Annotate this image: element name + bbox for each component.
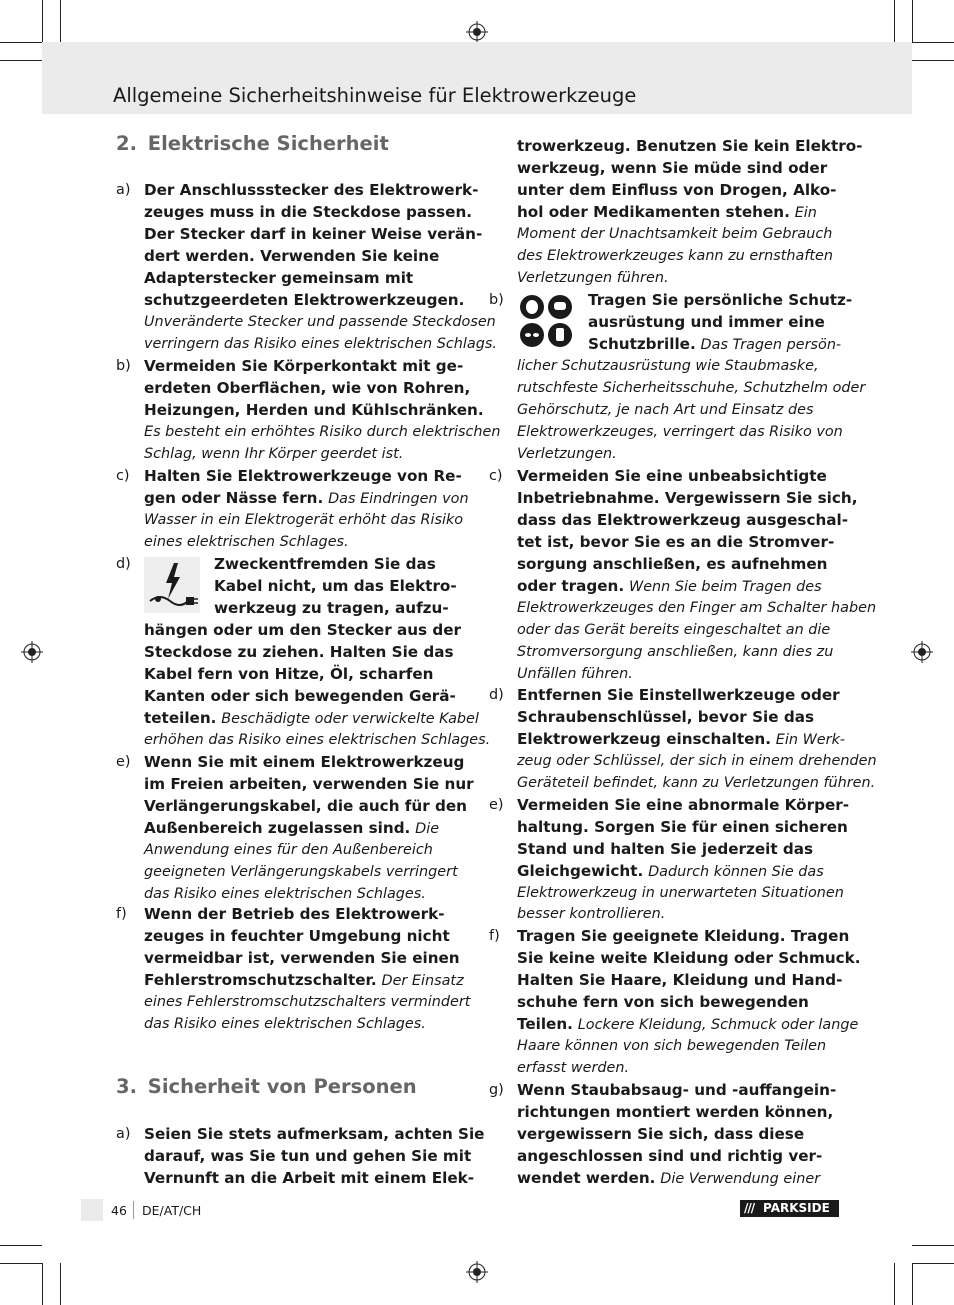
text-line: Unveränderte Stecker und passende Steckdosen: [144, 314, 496, 330]
text-line: Entfernen Sie Einstellwerkzeuge oder: [517, 686, 840, 704]
text-line: Vermeiden Sie Körperkontakt mit ge-: [144, 357, 464, 375]
registration-mark-icon: [911, 641, 933, 663]
text-line: Stand und halten Sie jederzeit das: [517, 840, 814, 858]
text-line: schutzgeerdeten Elektrowerkzeugen.: [144, 291, 465, 309]
crop-mark: [0, 1245, 42, 1246]
text-line: Heizungen, Herden und Kühlschränken.: [144, 401, 484, 419]
text-italic: Wenn Sie beim Tragen des: [628, 579, 822, 595]
text-line: tet ist, bevor Sie es an die Stromver-: [517, 533, 835, 551]
page-title: Allgemeine Sicherheitshinweise für Elektrowerkzeuge: [113, 84, 637, 107]
text-italic: Das Tragen persön-: [700, 337, 842, 353]
text-line: Elektrowerkzeug in unerwarteten Situationen: [517, 885, 844, 901]
text-line: dass das Elektrowerkzeug ausgeschal-: [517, 511, 849, 529]
text-line: Wenn Staubabsaug- und -auffangein-: [517, 1081, 837, 1099]
text-bold: oder tragen.: [517, 577, 625, 595]
text-line: zeuges in feuchter Umgebung nicht: [144, 927, 450, 945]
text-line: zeug oder Schlüssel, der sich in einem drehenden: [517, 753, 877, 769]
text-italic: Das Eindringen von: [328, 491, 469, 507]
registration-mark-icon: [466, 21, 488, 43]
text-italic: Der Einsatz: [381, 973, 464, 989]
text-line: das Risiko eines elektrischen Schlages.: [144, 1016, 426, 1032]
text-bold: Fehlerstromschutzschalter.: [144, 971, 377, 989]
text-line: erdeten Oberflächen, wie von Rohren,: [144, 379, 471, 397]
text-line: unter dem Einfluss von Drogen, Alko-: [517, 181, 837, 199]
section-title: Sicherheit von Personen: [147, 1075, 417, 1098]
text-line: des Elektrowerkzeuges kann zu ernsthaften: [517, 248, 834, 264]
text-line: Schraubenschlüssel, bevor Sie das: [517, 708, 814, 726]
crop-mark: [912, 1245, 954, 1246]
item-label: e): [116, 754, 131, 770]
crop-mark: [912, 42, 954, 43]
registration-mark-icon: [466, 1261, 488, 1283]
text-line: Tragen Sie geeignete Kleidung. Tragen: [517, 927, 850, 945]
text-italic: Lockere Kleidung, Schmuck oder lange: [577, 1017, 859, 1033]
crop-mark: [894, 0, 895, 42]
text-line: Seien Sie stets aufmerksam, achten Sie: [144, 1125, 485, 1143]
text-line: [588, 333, 841, 356]
text-line: Wasser in ein Elektrogerät erhöht das Risiko: [144, 512, 464, 528]
text-line: Kabel fern von Hitze, Öl, scharfen: [144, 665, 434, 683]
text-line: [144, 817, 439, 840]
text-line: Adapterstecker gemeinsam mit: [144, 269, 414, 287]
crop-mark: [60, 1263, 61, 1305]
item-label: d): [116, 556, 131, 572]
text-line: dert werden. Verwenden Sie keine: [144, 247, 440, 265]
text-line: Anwendung eines für den Außenbereich: [144, 842, 433, 858]
crop-mark: [912, 1263, 913, 1305]
text-line: Kabel nicht, um das Elektro-: [214, 577, 457, 595]
brand-name: PARKSIDE: [763, 1201, 830, 1215]
text-line: rutschfeste Sicherheitsschuhe, Schutzhelm oder: [517, 380, 866, 396]
registration-mark-icon: [21, 641, 43, 663]
text-bold: hol oder Medikamenten stehen.: [517, 203, 790, 221]
text-line: Verletzungen führen.: [517, 270, 669, 286]
text-line: schuhe fern von sich bewegenden: [517, 993, 809, 1011]
crop-mark: [0, 42, 42, 43]
text-line: erhöhen das Risiko eines elektrischen Schlages.: [144, 732, 491, 748]
footer-box: [81, 1199, 103, 1221]
crop-mark: [42, 1263, 43, 1305]
item-label: g): [489, 1082, 504, 1098]
text-line: angeschlossen sind und richtig ver-: [517, 1147, 823, 1165]
text-italic: Die: [415, 821, 440, 837]
crop-mark: [894, 1263, 895, 1305]
text-line: sorgung anschließen, es aufnehmen: [517, 555, 828, 573]
text-line: Steckdose zu ziehen. Halten Sie das: [144, 643, 454, 661]
crop-mark: [912, 0, 913, 42]
text-bold: Außenbereich zugelassen sind.: [144, 819, 411, 837]
text-line: Elektrowerkzeuges, verringert das Risiko von: [517, 424, 843, 440]
crop-mark: [0, 60, 42, 61]
text-line: [517, 201, 817, 224]
ppe-icons: [517, 292, 575, 350]
text-line: licher Schutzausrüstung wie Staubmaske,: [517, 358, 819, 374]
item-label: f): [116, 906, 127, 922]
text-line: vermeidbar ist, verwenden Sie einen: [144, 949, 460, 967]
text-line: Inbetriebnahme. Vergewissern Sie sich,: [517, 489, 858, 507]
text-line: Vermeiden Sie eine abnormale Körper-: [517, 796, 850, 814]
text-line: Vermeiden Sie eine unbeabsichtigte: [517, 467, 827, 485]
text-line: [517, 1167, 820, 1190]
text-line: Schlag, wenn Ihr Körper geerdet ist.: [144, 446, 404, 462]
text-line: [517, 1013, 858, 1036]
text-line: Moment der Unachtsamkeit beim Gebrauch: [517, 226, 833, 242]
text-line: Der Stecker darf in keiner Weise verän-: [144, 225, 483, 243]
text-line: zeuges muss in die Steckdose passen.: [144, 203, 473, 221]
text-bold: teteilen.: [144, 709, 217, 727]
section-heading-electrical: [116, 132, 389, 155]
item-label: b): [489, 292, 504, 308]
text-line: Wenn der Betrieb des Elektrowerk-: [144, 905, 445, 923]
text-line: werkzeug zu tragen, aufzu-: [214, 599, 449, 617]
text-line: Vernunft an die Arbeit mit einem Elek-: [144, 1169, 475, 1187]
text-line: erfasst werden.: [517, 1060, 630, 1076]
text-line: Halten Sie Elektrowerkzeuge von Re-: [144, 467, 462, 485]
text-line: im Freien arbeiten, verwenden Sie nur: [144, 775, 474, 793]
brand-slashes: ///: [744, 1201, 755, 1215]
text-line: besser kontrollieren.: [517, 906, 666, 922]
text-line: Es besteht ein erhöhtes Risiko durch elektrischen: [144, 424, 501, 440]
text-line: geeigneten Verlängerungskabels verringert: [144, 864, 458, 880]
text-line: vergewissern Sie sich, dass diese: [517, 1125, 805, 1143]
text-line: das Risiko eines elektrischen Schlages.: [144, 886, 426, 902]
text-line: oder das Gerät bereits eingeschaltet an die: [517, 622, 831, 638]
footer-divider: [133, 1201, 134, 1219]
text-line: verringern das Risiko eines elektrischen Schlags.: [144, 336, 497, 352]
page-number: 46: [111, 1203, 127, 1218]
text-italic: Ein Werk-: [775, 732, 846, 748]
section-number: 2.: [116, 132, 137, 155]
item-label: a): [116, 182, 131, 198]
item-label: c): [116, 468, 130, 484]
text-italic: Beschädigte oder verwickelte Kabel: [221, 711, 479, 727]
text-line: trowerkzeug. Benutzen Sie kein Elektro-: [517, 137, 863, 155]
crop-mark: [0, 1263, 42, 1264]
crop-mark: [42, 0, 43, 42]
electric-cable-warning-icon: [144, 557, 200, 613]
text-line: Gehörschutz, je nach Art und Einsatz des: [517, 402, 814, 418]
section-title: Elektrische Sicherheit: [147, 132, 389, 155]
text-bold: Elektrowerkzeug einschalten.: [517, 730, 771, 748]
text-line: Haare können von sich bewegenden Teilen: [517, 1038, 827, 1054]
text-line: haltung. Sorgen Sie für einen sicheren: [517, 818, 848, 836]
brand-logo: [740, 1200, 839, 1217]
item-label: d): [489, 687, 504, 703]
text-italic: Die Verwendung einer: [660, 1171, 821, 1187]
text-bold: Gleichgewicht.: [517, 862, 644, 880]
text-line: richtungen montiert werden können,: [517, 1103, 834, 1121]
section-number: 3.: [116, 1075, 137, 1098]
text-line: [517, 860, 824, 883]
item-label: b): [116, 358, 131, 374]
text-bold: Schutzbrille.: [588, 335, 696, 353]
text-line: Sie keine weite Kleidung oder Schmuck.: [517, 949, 861, 967]
text-line: [517, 575, 822, 598]
item-label: a): [116, 1126, 131, 1142]
locale-label: DE/AT/CH: [142, 1203, 202, 1218]
crop-mark: [912, 1263, 954, 1264]
text-line: darauf, was Sie tun und gehen Sie mit: [144, 1147, 472, 1165]
text-line: Stromversorgung anschließen, kann dies zu: [517, 644, 834, 660]
text-line: Wenn Sie mit einem Elektrowerkzeug: [144, 753, 465, 771]
section-heading-personal: [116, 1075, 417, 1098]
text-line: Halten Sie Haare, Kleidung und Hand-: [517, 971, 843, 989]
text-line: Elektrowerkzeuges den Finger am Schalter haben: [517, 600, 877, 616]
text-line: eines elektrischen Schlages.: [144, 534, 349, 550]
text-italic: Ein: [794, 205, 817, 221]
text-bold: gen oder Nässe fern.: [144, 489, 324, 507]
item-label: c): [489, 468, 503, 484]
crop-mark: [60, 0, 61, 42]
text-bold: wendet werden.: [517, 1169, 656, 1187]
text-line: Unfällen führen.: [517, 666, 633, 682]
text-line: werkzeug, wenn Sie müde sind oder: [517, 159, 828, 177]
text-bold: Teilen.: [517, 1015, 573, 1033]
text-line: Kanten oder sich bewegenden Gerä-: [144, 687, 456, 705]
text-line: Tragen Sie persönliche Schutz-: [588, 291, 853, 309]
item-label: f): [489, 928, 500, 944]
text-line: [517, 728, 845, 751]
text-line: [144, 969, 464, 992]
text-line: Verlängerungskabel, die auch für den: [144, 797, 467, 815]
text-line: Geräteteil befindet, kann zu Verletzungen führen.: [517, 775, 876, 791]
text-line: Zweckentfremden Sie das: [214, 555, 436, 573]
text-line: [144, 487, 469, 510]
text-line: hängen oder um den Stecker aus der: [144, 621, 462, 639]
item-label: e): [489, 797, 504, 813]
text-line: Der Anschlussstecker des Elektrowerk-: [144, 181, 479, 199]
text-line: ausrüstung und immer eine: [588, 313, 825, 331]
crop-mark: [912, 60, 954, 61]
text-italic: Dadurch können Sie das: [648, 864, 824, 880]
text-line: eines Fehlerstromschutzschalters vermindert: [144, 994, 471, 1010]
text-line: [144, 707, 479, 730]
text-line: Verletzungen.: [517, 446, 617, 462]
